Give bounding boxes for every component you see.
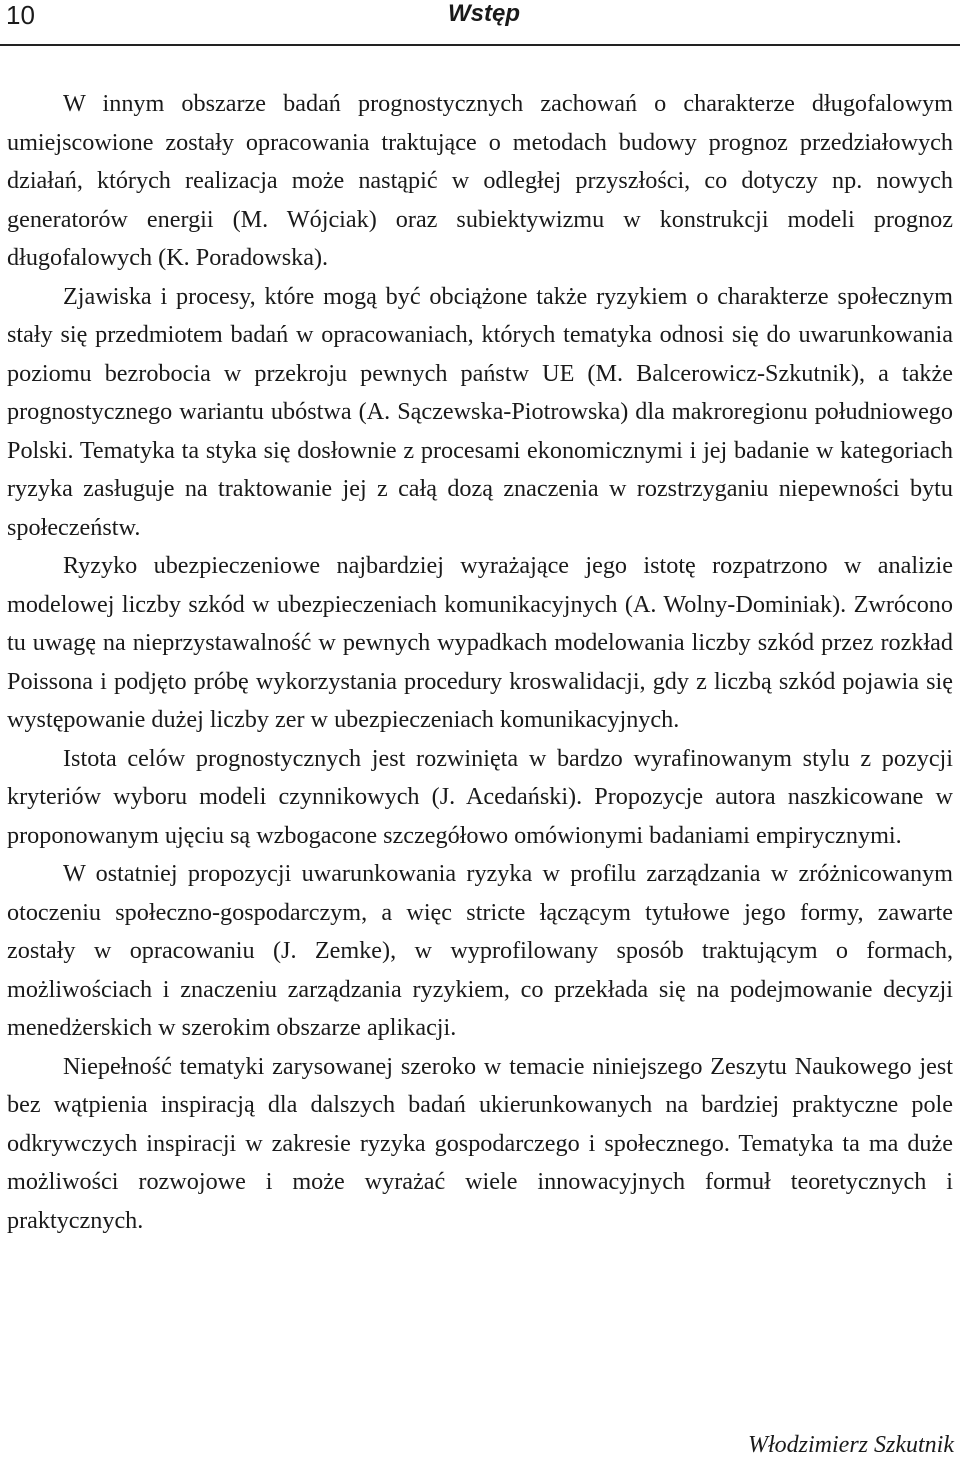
section-title: Wstęp xyxy=(448,0,520,27)
paragraph: Zjawiska i procesy, które mogą być obciążone także ryzykiem o charakterze społecznym stały się przedmiotem badań w opracowaniach, których tematyka odnosi się do uwarunkowania poziomu bezrobocia w przekroju pewnych państw UE (M. Balcerowicz-Szkutnik), a także prognostycznego wariantu ubóstwa (A. Sączewska-Piotrowska) dla makroregionu południowego Polski. Tematyka ta styka się dosłownie z procesami ekonomicznymi i jej badanie w kategoriach ryzyka zasługuje na traktowanie jej z całą dozą znaczenia w rozstrzyganiu niepewności bytu społeczeństw. xyxy=(7,282,953,541)
running-header xyxy=(0,0,960,46)
page-number: 10 xyxy=(6,0,35,30)
paragraph: W innym obszarze badań prognostycznych zachowań o charakterze długofalowym umiejscowione zostały opracowania traktujące o metodach budowy prognoz przedziałowych działań, których realizacja może nastąpić w odległej przyszłości, co dotyczy np. nowych generatorów energii (M. Wójciak) oraz subiektywizmu w konstrukcji modeli prognoz długofalowych (K. Poradowska). xyxy=(7,90,953,271)
paragraph: Istota celów prognostycznych jest rozwinięta w bardzo wyrafinowanym stylu z pozycji kryteriów wyboru modeli czynnikowych (J. Acedański). Propozycje autora naszkicowane w proponowanym ujęciu są wzbogacone szczegółowo omówionymi badaniami empirycznymi. xyxy=(7,744,953,849)
paragraph: Ryzyko ubezpieczeniowe najbardziej wyrażające jego istotę rozpatrzono w analizie modelowej liczby szkód w ubezpieczeniach komunikacyjnych (A. Wolny-Dominiak). Zwrócono tu uwagę na nieprzystawalność w pewnych wypadkach modelowania liczby szkód przez rozkład Poissona i podjęto próbę wykorzystania procedury kroswalidacji, gdy z liczbą szkód pojawia się występowanie dużej liczby zer w ubezpieczeniach komunikacyjnych. xyxy=(7,552,953,733)
author-signature: Włodzimierz Szkutnik xyxy=(748,1432,954,1458)
body-text xyxy=(7,85,953,1240)
paragraph: W ostatniej propozycji uwarunkowania ryzyka w profilu zarządzania w zróżnicowanym otoczeniu społeczno-gospodarczym, a więc stricte łączącym tytułowe jego formy, zawarte zostały w opracowaniu (J. Zemke), w wyprofilowany sposób traktującym o formach, możliwościach i znaczeniu zarządzania ryzykiem, co przekłada się na podejmowanie decyzji menedżerskich w szerokim obszarze aplikacji. xyxy=(7,860,953,1041)
paragraph: Niepełność tematyki zarysowanej szeroko w temacie niniejszego Zeszytu Naukowego jest bez wątpienia inspiracją dla dalszych badań ukierunkowanych na bardziej praktyczne pole odkrywczych inspiracji w zakresie ryzyka gospodarczego i społecznego. Tematyka ta ma duże możliwości rozwojowe i może wyrażać wiele innowacyjnych formuł teoretycznych i praktycznych. xyxy=(7,1052,953,1234)
